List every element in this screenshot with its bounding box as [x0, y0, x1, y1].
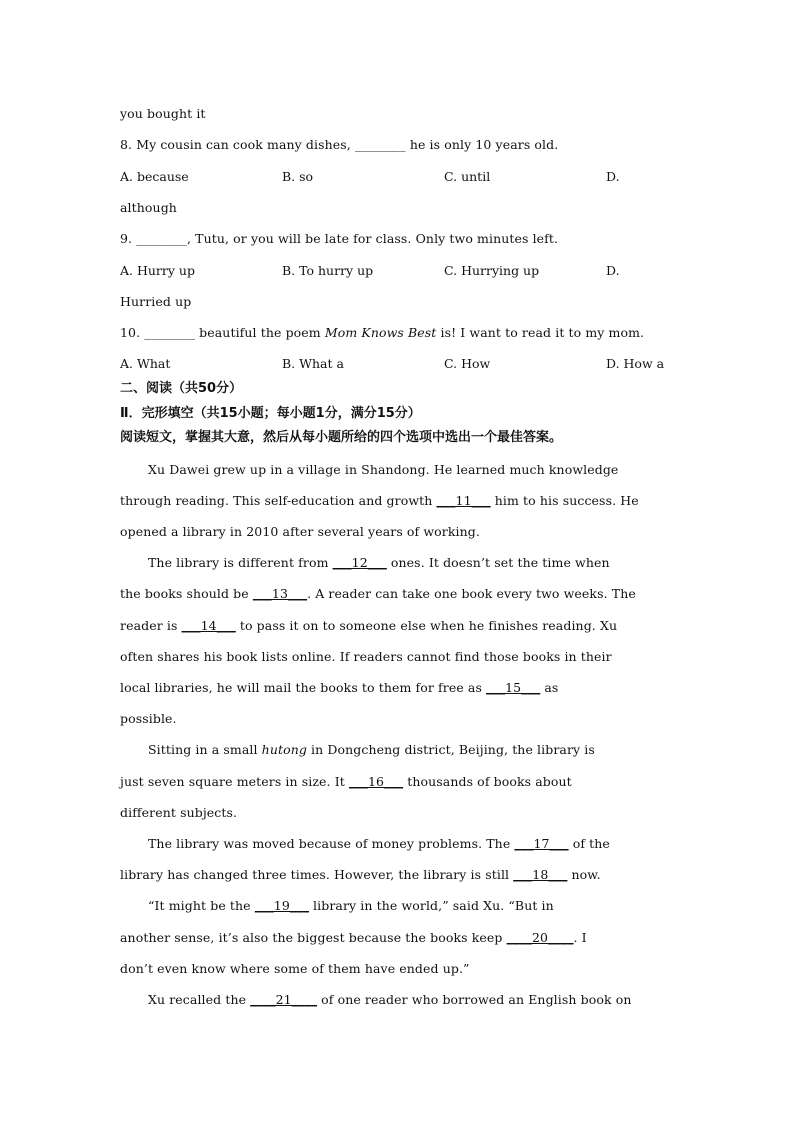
- q10-stem-b: beautiful the poem: [195, 325, 325, 340]
- q10-option-b: B. What a: [282, 356, 344, 371]
- q10-poem-title: Mom Knows Best: [324, 325, 437, 340]
- passage-line: opened a library in 2010 after several years of working.: [120, 524, 480, 539]
- text-run: the books should be: [120, 586, 253, 601]
- passage-line: [120, 586, 636, 602]
- q10-stem-c: is! I want to read it to my mom.: [436, 325, 645, 340]
- q10-blank: ________: [144, 325, 196, 340]
- blank-11: ___11___: [436, 493, 491, 508]
- blank-14: ___14___: [181, 618, 236, 633]
- q9-option-d-text: Hurried up: [120, 294, 192, 309]
- text-run: him to his success. He: [490, 493, 639, 508]
- text-run: ones. It doesn’t set the time when: [386, 555, 610, 570]
- text-run: as: [540, 680, 559, 695]
- blank-18: ___18___: [513, 867, 568, 882]
- text-run: Sitting in a small: [148, 742, 262, 757]
- text-run: The library was moved because of money problems. The: [148, 836, 515, 851]
- text-run: The library is different from: [148, 555, 333, 570]
- passage-line: don’t even know where some of them have ended up.”: [120, 961, 470, 976]
- blank-17: ___17___: [514, 836, 569, 851]
- q8-option-a: A. because: [120, 169, 189, 184]
- passage-line: [120, 930, 587, 946]
- q10-stem-a: 10.: [120, 325, 145, 340]
- blank-13: ___13___: [252, 586, 308, 601]
- q9-option-c: C. Hurrying up: [444, 263, 540, 278]
- passage-line: [148, 555, 610, 571]
- question-9-stem: [120, 231, 558, 247]
- q8-option-b: B. so: [282, 169, 314, 184]
- q8-option-c: C. until: [444, 169, 491, 184]
- part-title: Ⅱ．完形填空（共15小题；每小题1分，满分15分）: [120, 406, 421, 421]
- q10-option-a: A. What: [120, 356, 171, 371]
- text-run: of one reader who borrowed an English book on: [317, 992, 632, 1007]
- passage-line: different subjects.: [120, 805, 238, 820]
- passage-line: Xu Dawei grew up in a village in Shandong. He learned much knowledge: [148, 462, 619, 477]
- section-title: 二、阅读（共50分）: [120, 381, 243, 396]
- q9-option-b: B. To hurry up: [282, 263, 374, 278]
- passage-line: [120, 680, 558, 696]
- text-run: through reading. This self-education and growth: [120, 493, 437, 508]
- text-run: reader is: [120, 618, 182, 633]
- text-run: local libraries, he will mail the books to them for free as: [120, 680, 487, 695]
- q9-blank: ________: [136, 231, 188, 246]
- text-run: “It might be the: [148, 898, 255, 913]
- instruction: 阅读短文，掌握其大意，然后从每小题所给的四个选项中选出一个最佳答案。: [120, 430, 563, 445]
- text-run: library in the world,” said Xu. “But in: [308, 898, 554, 913]
- blank-15: ___15___: [486, 680, 541, 695]
- passage-line: possible.: [120, 711, 177, 726]
- text-run: Xu recalled the: [148, 992, 251, 1007]
- blank-20: ____20____: [506, 930, 574, 945]
- q8-stem-b: he is only 10 years old.: [405, 137, 559, 152]
- text-run: . A reader can take one book every two weeks. The: [307, 586, 636, 601]
- blank-21: ____21____: [250, 992, 318, 1007]
- q9-stem-a: 9.: [120, 231, 137, 246]
- text-run: of the: [568, 836, 610, 851]
- text-run: to pass it on to someone else when he finishes reading. Xu: [235, 618, 618, 633]
- text-run: . I: [573, 930, 587, 945]
- passage-line: [148, 992, 632, 1008]
- question-8-stem: [120, 137, 558, 153]
- passage-line: [148, 836, 610, 852]
- q10-option-d: D. How a: [606, 356, 665, 371]
- q9-option-a: A. Hurry up: [120, 263, 195, 278]
- q8-option-d: D.: [606, 169, 620, 184]
- q8-stem-a: 8. My cousin can cook many dishes,: [120, 137, 355, 152]
- passage-line: [120, 774, 572, 790]
- text-run: another sense, it’s also the biggest because the books keep: [120, 930, 507, 945]
- blank-16: ___16___: [348, 774, 404, 789]
- text-run: library has changed three times. However, the library is still: [120, 867, 514, 882]
- passage-line: often shares his book lists online. If readers cannot find those books in their: [120, 649, 612, 664]
- text-run: in Dongcheng district, Beijing, the library is: [306, 742, 595, 757]
- passage-line: [120, 867, 601, 883]
- text-run: thousands of books about: [403, 774, 572, 789]
- q8-blank: ________: [354, 137, 406, 152]
- passage-line: [148, 898, 554, 914]
- passage-line: [120, 493, 639, 509]
- question-10-stem: [120, 325, 644, 341]
- blank-12: ___12___: [332, 555, 387, 570]
- passage-line: [148, 742, 595, 758]
- text-run: now.: [567, 867, 601, 882]
- q10-option-c: C. How: [444, 356, 491, 371]
- q9-stem-b: , Tutu, or you will be late for class. Only two minutes left.: [187, 231, 559, 246]
- hutong-word: hutong: [261, 742, 307, 757]
- blank-19: ___19___: [254, 898, 309, 913]
- question-7-continuation: you bought it: [120, 106, 206, 121]
- text-run: just seven square meters in size. It: [120, 774, 349, 789]
- passage-line: [120, 618, 617, 634]
- q8-option-d-text: although: [120, 200, 177, 215]
- q9-option-d: D.: [606, 263, 620, 278]
